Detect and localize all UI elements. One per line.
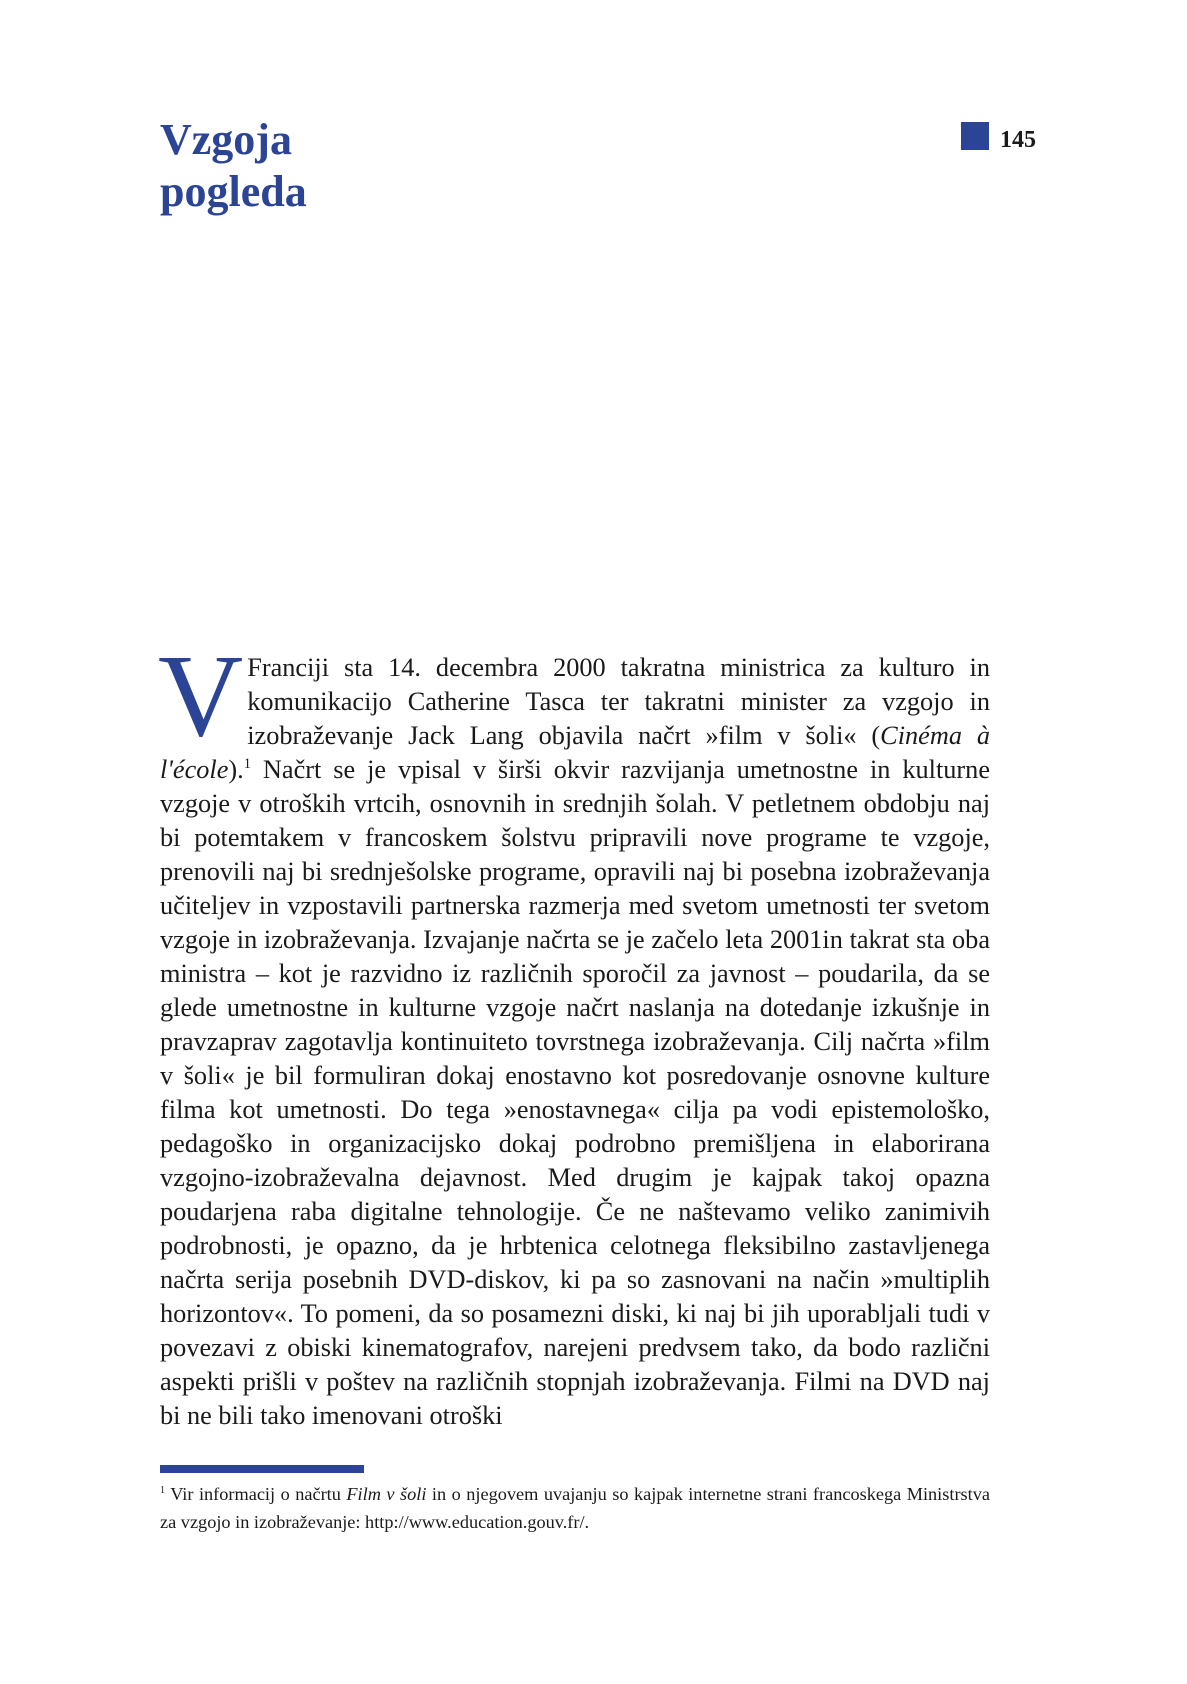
page-number: 145	[1000, 127, 1036, 153]
body-intro-italic: Cinéma à l'école	[160, 721, 990, 784]
drop-cap: V	[158, 630, 244, 761]
footnote-divider	[160, 1465, 364, 1473]
footnote-reference[interactable]: 1	[243, 756, 251, 773]
footnote	[160, 1480, 990, 1536]
page-title	[160, 114, 307, 218]
page-marker-square	[961, 122, 989, 150]
body-intro-close: ).	[228, 755, 244, 784]
page-title-line-1: Vzgoja	[160, 115, 292, 164]
footnote-number: 1	[160, 1484, 166, 1496]
footnote-text-after: in o njegovem uvajanju so kajpak internetne strani francoskega Ministrstva za vzgojo in izobraževanje: http://www.education.gouv.fr/.	[160, 1484, 990, 1532]
page-title-line-2: pogleda	[160, 167, 307, 216]
body-intro: Franciji sta 14. decembra 2000 takratna ministrica za kulturo in komunikacijo Catherine Tasca ter takratni minister za vzgojo in izobraževanje Jack Lang objavila načrt »film v šoli« (	[247, 653, 990, 750]
body-paragraph	[158, 630, 990, 1433]
footnote-italic-title: Film v šoli	[346, 1484, 427, 1504]
footnote-text-before: Vir informacij o načrtu	[165, 1484, 347, 1504]
body-rest: Načrt se je vpisal v širši okvir razvijanja umetnostne in kulturne vzgoje v otroških vrtcih, osnovnih in srednjih šolah. V petletnem obdobju naj bi potemtakem v francoskem šolstvu pripravili nove programe te vzgoje, prenovili naj bi srednješolske programe, opravili naj bi posebna izobraževanja učiteljev in vzpostavili partnerska razmerja med svetom umetnosti ter svetom vzgoje in izobraževanja. Izvajanje načrta se je začelo leta 2001in takrat sta oba ministra – kot je razvidno iz različnih sporočil za javnost – poudarila, da se glede umetnostne in kulturne vzgoje načrt naslanja na dotedanje izkušnje in pravzaprav zagotavlja kontinuiteto tovrstnega izobraževanja. Cilj načrta »film v šoli« je bil formuliran dokaj enostavno kot posredovanje osnovne kulture filma kot umetnosti. Do tega »enostavnega« cilja pa vodi epistemološko, pedagoško in organizacijsko dokaj podrobno premišljena in elaborirana vzgojno-izobraževalna dejavnost. Med drugim je kajpak takoj opazna poudarjena raba digitalne tehnologije. Če ne naštevamo veliko zanimivih podrobnosti, je opazno, da je hrbtenica celotnega fleksibilno zastavljenega načrta serija posebnih DVD-diskov, ki pa so zasnovani na način »multiplih horizontov«. To pomeni, da so posamezni diski, ki naj bi jih uporabljali tudi v povezavi z obiski kinematografov, narejeni predvsem tako, da bodo različni aspekti prišli v poštev na različnih stopnjah izobraževanja. Filmi na DVD naj bi ne bili tako imenovani otroški	[160, 755, 990, 1430]
